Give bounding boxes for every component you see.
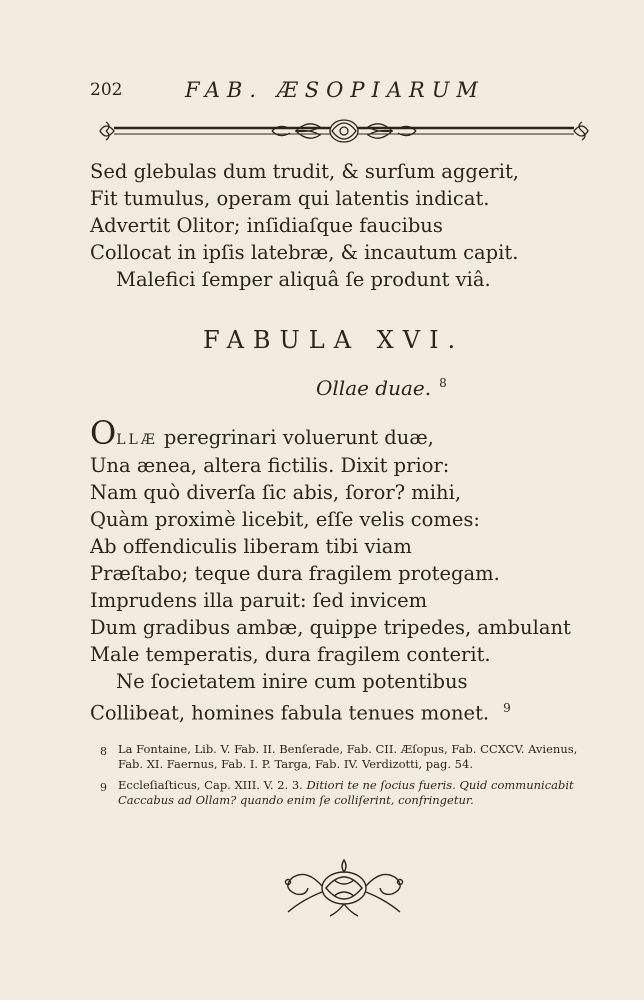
- floral-tailpiece: [274, 858, 414, 922]
- small-caps: LLÆ: [116, 432, 158, 448]
- verse-line: Collocat in ipſis latebræ, & incautum capit.: [90, 241, 519, 264]
- verse-moral-line: Malefici ſemper aliquâ ſe produnt viâ.: [116, 268, 491, 291]
- fable-line: Ab offendiculis liberam tibi viam: [90, 535, 412, 558]
- footnote-ref-9: 9: [503, 701, 511, 715]
- footnote-mark: 9: [100, 781, 107, 794]
- fable-title: FABULA XVI.: [203, 326, 465, 354]
- ornamental-headband: [96, 114, 592, 150]
- footnote-9: [100, 778, 596, 808]
- fable-subtitle: [316, 376, 447, 400]
- footnote-text: La Fontaine, Lib. V. Fab. II. Benſerade, Fab. CII. Æſopus, Fab. CCXCV. Avienus, Fab. XI. Faernus, Fab. I. P. Targa, Fab. IV. Verdizotti, pag. 54.: [118, 742, 578, 771]
- verse-line: Fit tumulus, operam qui latentis indicat.: [90, 187, 490, 210]
- running-head: [90, 78, 530, 108]
- verse-line: Sed glebulas dum trudit, & surſum aggerit,: [90, 160, 519, 183]
- fable-line: Male temperatis, dura fragilem conterit.: [90, 643, 491, 666]
- fable-line: Una ænea, altera fictilis. Dixit prior:: [90, 454, 450, 477]
- page-number: 202: [90, 80, 123, 100]
- fable-line: Nam quò diverſa ſic abis, ſoror? mihi,: [90, 481, 462, 504]
- fable-line: Quàm proximè licebit, eſſe velis comes:: [90, 508, 480, 531]
- footnote-mark: 8: [100, 745, 107, 758]
- footnote-text: Eccleſiaſticus, Cap. XIII. V. 2. 3.: [118, 778, 303, 792]
- footnote-ref-8: 8: [439, 376, 447, 391]
- fable-line: Dum gradibus ambæ, quippe tripedes, ambulant: [90, 616, 571, 639]
- drop-cap: O: [90, 414, 117, 452]
- fable-moral-line: Ne ſocietatem inire cum potentibus: [116, 670, 468, 693]
- fable-line: Præſtabo; teque dura fragilem protegam.: [90, 562, 500, 585]
- moral-text: Collibeat, homines fabula tenues monet.: [90, 701, 490, 725]
- first-line-rest: peregrinari voluerunt duæ,: [163, 426, 434, 449]
- footnote-quote: Ditiori te ne ſocius fueris. Quid communicabit Caccabus ad Ollam? quando enim ſe colliſerint, confringetur.: [118, 778, 574, 807]
- fable-line: Imprudens illa paruit: ſed invicem: [90, 589, 428, 612]
- verse-line: Advertit Olitor; inſidiaſque faucibus: [90, 214, 443, 237]
- running-title: FAB. ÆSOPIARUM: [185, 78, 485, 102]
- footnotes: [100, 742, 596, 814]
- fable-moral-line: [90, 695, 511, 727]
- fable-subtitle-text: Ollae duae.: [316, 376, 432, 400]
- footnote-8: [100, 742, 596, 772]
- fable-first-line: [90, 414, 434, 454]
